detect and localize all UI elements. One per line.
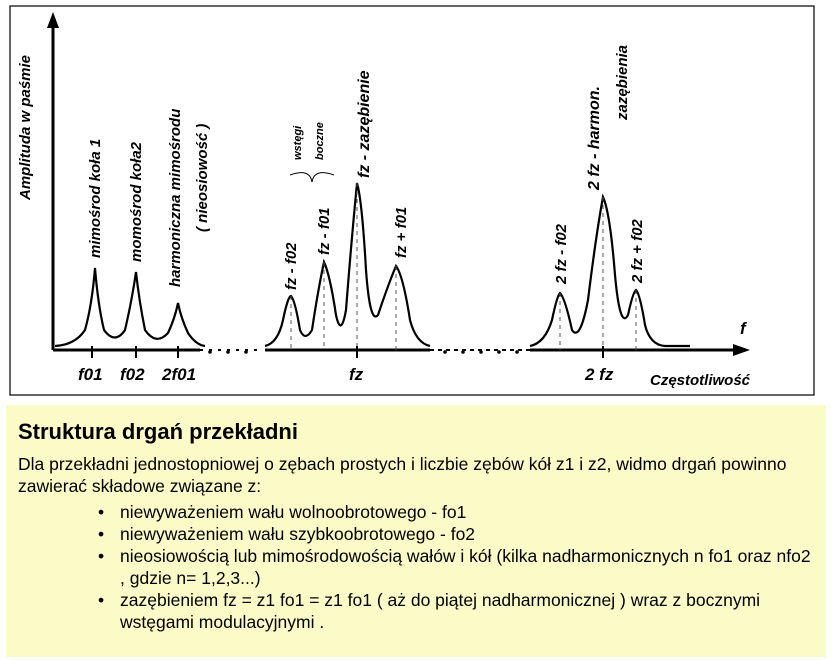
peak-label-2fz-minus-f02: 2 fz - f02 <box>553 223 570 284</box>
caption-intro: Dla przekładni jednostopniowej o zębach prostych i liczbie zębów kół z1 i z2, widmo drgań powinno zawierać składowe związane z: <box>18 454 787 496</box>
caption-box <box>6 405 826 657</box>
bullet-icon: • <box>98 502 105 522</box>
peak-label-2fz-plus-f02: 2 fz + f02 <box>629 219 646 283</box>
list-item-text: nieosiowością lub mimośrodowością wałów i kół (kilka nadharmonicznych n fo1 oraz nfo2 , gdzie n= 1,2,3...) <box>120 546 811 588</box>
peak-label-fz-minus-f01: fz - f01 <box>316 207 333 255</box>
caption-bullet-list <box>96 501 816 633</box>
peak-label-mimosrod-1: mimośrod koła 1 <box>87 138 104 258</box>
list-item-text: niewyważeniem wału wolnoobrotowego - fo1 <box>120 502 467 522</box>
x-axis-letter-f: f <box>740 319 746 338</box>
sideband-note-1: wstęgi <box>292 125 304 160</box>
y-axis-label: Amplituda w paśmie <box>17 54 34 200</box>
x-axis-label: Częstotliwość <box>650 372 751 389</box>
list-item <box>96 501 816 523</box>
x-tick-2fz: 2 fz <box>585 365 614 384</box>
x-tick-f01: f01 <box>78 365 103 384</box>
peak-label-harmonic-b: ( nieosiowość ) <box>194 123 211 232</box>
peak-label-2fz-harmon-a: 2 fz - harmon. <box>586 85 603 190</box>
caption-title: Struktura drgań przekładni <box>18 419 298 444</box>
peak-label-harmonic-a: harmoniczna mimośrodu <box>167 108 184 287</box>
peak-label-fz-zazebienie: fz - zazębienie <box>356 70 373 178</box>
peak-label-fz-plus-f01: fz + f01 <box>393 206 410 258</box>
peak-label-momosrod-2: momośrod koła2 <box>128 141 145 262</box>
sideband-note-2: boczne <box>314 122 326 160</box>
x-tick-2f01: 2f01 <box>162 365 197 384</box>
peak-label-2fz-harmon-b: zazębienia <box>614 44 631 120</box>
bullet-icon: • <box>98 546 105 566</box>
list-item <box>96 523 816 545</box>
list-item <box>96 589 816 633</box>
peak-label-fz-minus-f02: fz - f02 <box>283 242 300 290</box>
bullet-icon: • <box>98 590 105 610</box>
bullet-icon: • <box>98 524 105 544</box>
list-item <box>96 545 816 589</box>
list-item-text: niewyważeniem wału szybkoobrotowego - fo2 <box>120 524 476 544</box>
x-tick-f02: f02 <box>120 365 145 384</box>
x-tick-fz: fz <box>349 365 364 384</box>
list-item-text: zazębieniem fz = z1 fo1 = z1 fo1 ( aż do piątej nadharmonicznej ) wraz z bocznymi wstęgami modulacyjnymi . <box>120 590 761 632</box>
